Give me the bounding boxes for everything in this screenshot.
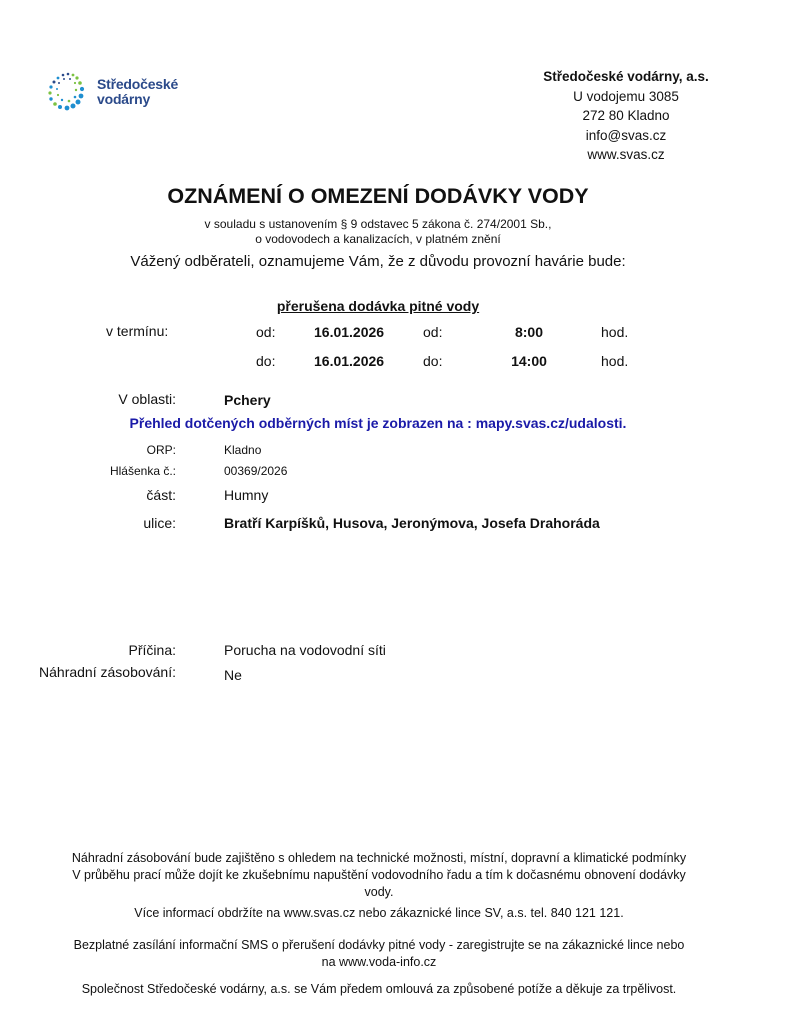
part-value: Humny [224, 487, 269, 503]
greeting: Vážený odběrateli, oznamujeme Vám, že z důvodu provozní havárie bude: [130, 253, 626, 270]
company-web[interactable]: www.svas.cz [587, 147, 665, 162]
company-logo [44, 70, 204, 114]
from-unit: hod. [601, 324, 629, 340]
footer-line-3: vody. [364, 885, 394, 899]
company-city: 272 80 Kladno [582, 108, 670, 123]
map-info-link[interactable]: Přehled dotčených odběrných míst je zobrazen na : mapy.svas.cz/udalosti. [129, 415, 627, 431]
footer-line-2: V průběhu prací může dojít ke zkušebnímu napuštění vodovodního řadu a tím k dočasnému obnovení dodávky [72, 868, 686, 882]
to-time: 14:00 [511, 353, 547, 369]
footer-sms-line-2: na www.voda-info.cz [321, 955, 437, 969]
to-unit: hod. [601, 353, 629, 369]
streets-label: ulice: [143, 515, 176, 531]
page-title: OZNÁMENÍ O OMEZENÍ DODÁVKY VODY [167, 184, 589, 208]
footer-sms [20, 937, 738, 971]
orp-value: Kladno [224, 443, 262, 457]
cause-label: Příčina: [128, 642, 176, 658]
logo-line-2: vodárny [97, 91, 151, 107]
term-label: v termínu: [106, 323, 169, 339]
footer-conditions [20, 850, 738, 901]
replacement-value: Ne [224, 667, 242, 683]
subtitle-line-2: o vodovodech a kanalizacích, v platném znění [255, 232, 501, 246]
company-email[interactable]: info@svas.cz [585, 127, 667, 143]
report-value: 00369/2026 [224, 464, 288, 478]
footer-sms-line-1: Bezplatné zasílání informační SMS o přerušení dodávky pitné vody - zaregistrujte se na zákaznické lince nebo [73, 938, 685, 952]
logo-line-1: Středočeské [97, 76, 179, 92]
to-date-label: do: [256, 353, 276, 369]
footer-line-1: Náhradní zásobování bude zajištěno s ohledem na technické možnosti, místní, dopravní a klimatické podmínky [71, 851, 687, 865]
interruption-type: přerušena dodávka pitné vody [276, 298, 480, 314]
subtitle-line-1: v souladu s ustanovením § 9 odstavec 5 zákona č. 274/2001 Sb., [204, 217, 552, 231]
cause-value: Porucha na vodovodní síti [224, 642, 386, 658]
to-time-label: do: [423, 353, 443, 369]
report-label: Hlášenka č.: [109, 464, 176, 478]
company-address [520, 67, 732, 165]
area-value: Pchery [224, 392, 271, 408]
from-time: 8:00 [514, 324, 544, 340]
replacement-label: Náhradní zásobování: [39, 664, 176, 680]
orp-label: ORP: [146, 443, 176, 457]
from-date-label: od: [256, 324, 276, 340]
from-date: 16.01.2026 [314, 324, 385, 340]
area-label: V oblasti: [118, 391, 176, 407]
footer-info: Více informací obdržíte na www.svas.cz nebo zákaznické lince SV, a.s. tel. 840 121 121. [134, 906, 624, 920]
company-street: U vodojemu 3085 [573, 88, 679, 104]
legal-subtitle [0, 217, 756, 247]
logo-wordmark [97, 77, 178, 107]
to-date: 16.01.2026 [314, 353, 385, 369]
dotted-circle-logo-icon [44, 70, 92, 114]
streets-value: Bratří Karpíšků, Husova, Jeronýmova, Josefa Drahoráda [224, 515, 600, 531]
footer-apology: Společnost Středočeské vodárny, a.s. se Vám předem omlouvá za způsobené potíže a děkuje za trpělivost. [81, 982, 677, 996]
company-name: Středočeské vodárny, a.s. [543, 69, 709, 84]
from-time-label: od: [423, 324, 443, 340]
part-label: část: [146, 487, 176, 503]
